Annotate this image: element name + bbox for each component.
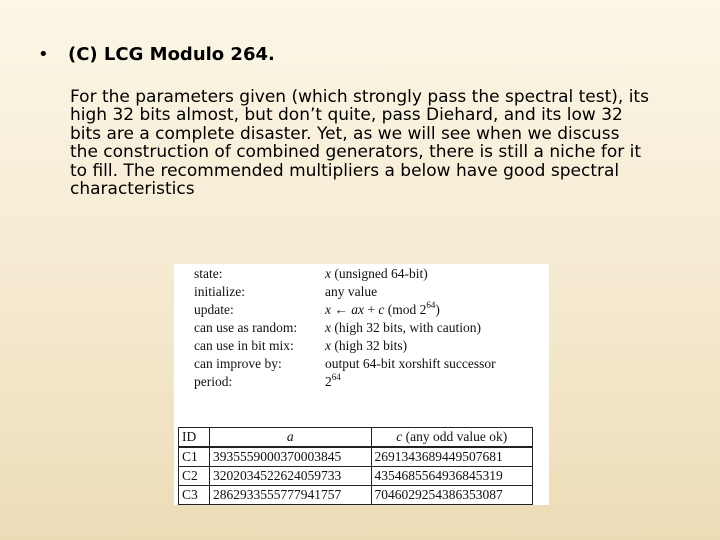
lcg-spec-figure: state: x (unsigned 64-bit) initialize: any value update: x ← ax + c (mod $2^{64}$) can use as random: x (high 32 bits, with caution) can use in bit mix: x (high 32 bits) can improve by: output 64-bit xorshift successor period: $2^{64}$ ID a c (any odd value ok) C1 3935559000370003845 2691343689449507681 C2 3202034522624059733 4354685564936845319 C3 2862933555777941757 7046029254386353087 [174,264,549,505]
slide-heading-line [30,44,275,65]
paragraph-line: characteristics [70,179,195,200]
body-paragraph [70,88,680,198]
header-a: a [210,428,372,448]
paragraph-line: bits are a complete disaster. Yet, as we will see when we discuss [70,123,620,144]
bullet-icon: • [38,44,49,65]
multiplier-table [178,427,533,505]
paragraph-line: the construction of combined generators, there is still a niche for it [70,142,642,163]
paragraph-line: high 32 bits almost, but don’t quite, pass Diehard, and its low 32 [70,105,623,126]
table-row: C2 3202034522624059733 4354685564936845319 [179,467,533,486]
paragraph-line: For the parameters given (which strongly pass the spectral test), its [70,87,649,107]
table-header-row [179,428,533,448]
table-row: C1 3935559000370003845 2691343689449507681 [179,447,533,467]
header-c: c (any odd value ok) [371,428,533,448]
table-row: C3 2862933555777941757 7046029254386353087 [179,486,533,505]
paragraph-line: to fill. The recommended multipliers a below have good spectral [70,160,620,181]
slide-heading: (C) LCG Modulo 264. [68,44,275,65]
header-id: ID [179,428,210,448]
